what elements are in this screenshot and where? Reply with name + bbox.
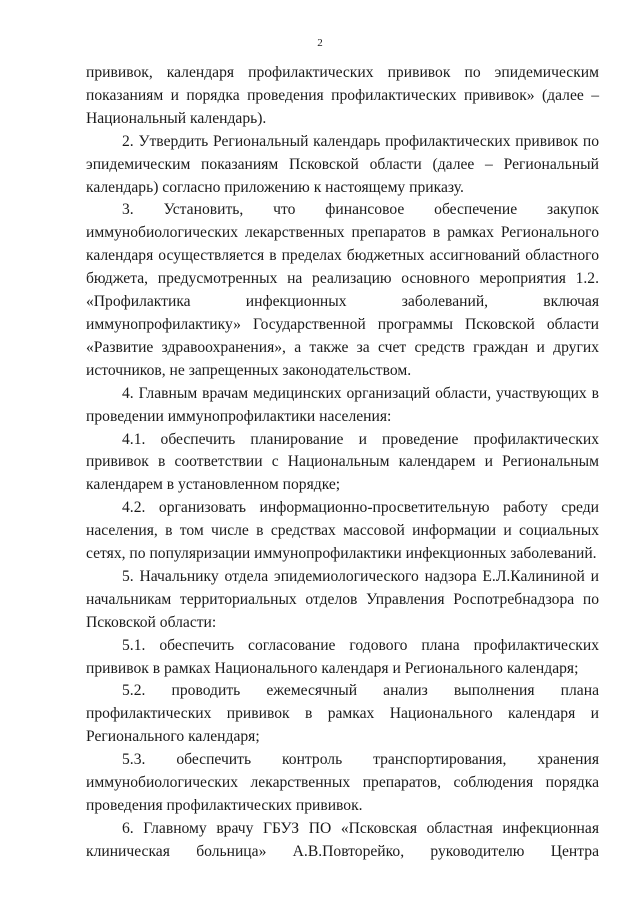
paragraph-7: 5. Начальнику отдела эпидемиологического надзора Е.Л.Калининой и начальникам территориальных отделов Управления Роспотребнадзора по Псковской области: bbox=[86, 567, 599, 631]
paragraph-2: 2. Утвердить Региональный календарь профилактических прививок по эпидемическим показаниям Псковской области (далее – Региональный календарь) согласно приложению к настоящему приказу. bbox=[86, 132, 599, 196]
paragraph-1: прививок, календаря профилактических прививок по эпидемическим показаниям и порядка проведения профилактических прививок» (далее – Национальный календарь). bbox=[86, 64, 599, 127]
paragraph-5: 4.1. обеспечить планирование и проведение профилактических прививок в соответствии с Национальным календарем и Региональным календарем в установленном порядке; bbox=[86, 430, 599, 494]
page-number: 2 bbox=[317, 37, 323, 49]
paragraph-6: 4.2. организовать информационно-просветительную работу среди населения, в том числе в средствах массовой информации и социальных сетях, по популяризации иммунопрофилактики инфекционных заболеваний. bbox=[86, 499, 599, 563]
paragraph-3: 3. Установить, что финансовое обеспечение закупок иммунобиологических лекарственных препаратов в рамках Регионального календаря осуществляется в пределах бюджетных ассигнований областного бюджета, предусмотренных на реализацию основного мероприятия 1.2. «Профилактика инфекционных заболеваний, включая иммунопрофилактику» Государственной программы Псковской области «Развитие здравоохранения», а также за счет средств граждан и других источников, не запрещенных законодательством. bbox=[86, 201, 599, 379]
paragraph-4: 4. Главным врачам медицинских организаций области, участвующих в проведении иммунопрофилактики населения: bbox=[86, 384, 599, 425]
paragraph-11: 6. Главному врачу ГБУЗ ПО «Псковская областная инфекционная клиническая больница» А.В.Повторейко, руководителю Центра bbox=[86, 819, 599, 860]
document-body bbox=[86, 62, 599, 864]
paragraph-8: 5.1. обеспечить согласование годового плана профилактических прививок в рамках Национального календаря и Регионального календаря; bbox=[86, 636, 599, 677]
paragraph-10: 5.3. обеспечить контроль транспортирования, хранения иммунобиологических лекарственных препаратов, соблюдения порядка проведения профилактических прививок. bbox=[86, 751, 599, 814]
paragraph-9: 5.2. проводить ежемесячный анализ выполнения плана профилактических прививок в рамках Национального календаря и Регионального календаря; bbox=[86, 682, 599, 746]
